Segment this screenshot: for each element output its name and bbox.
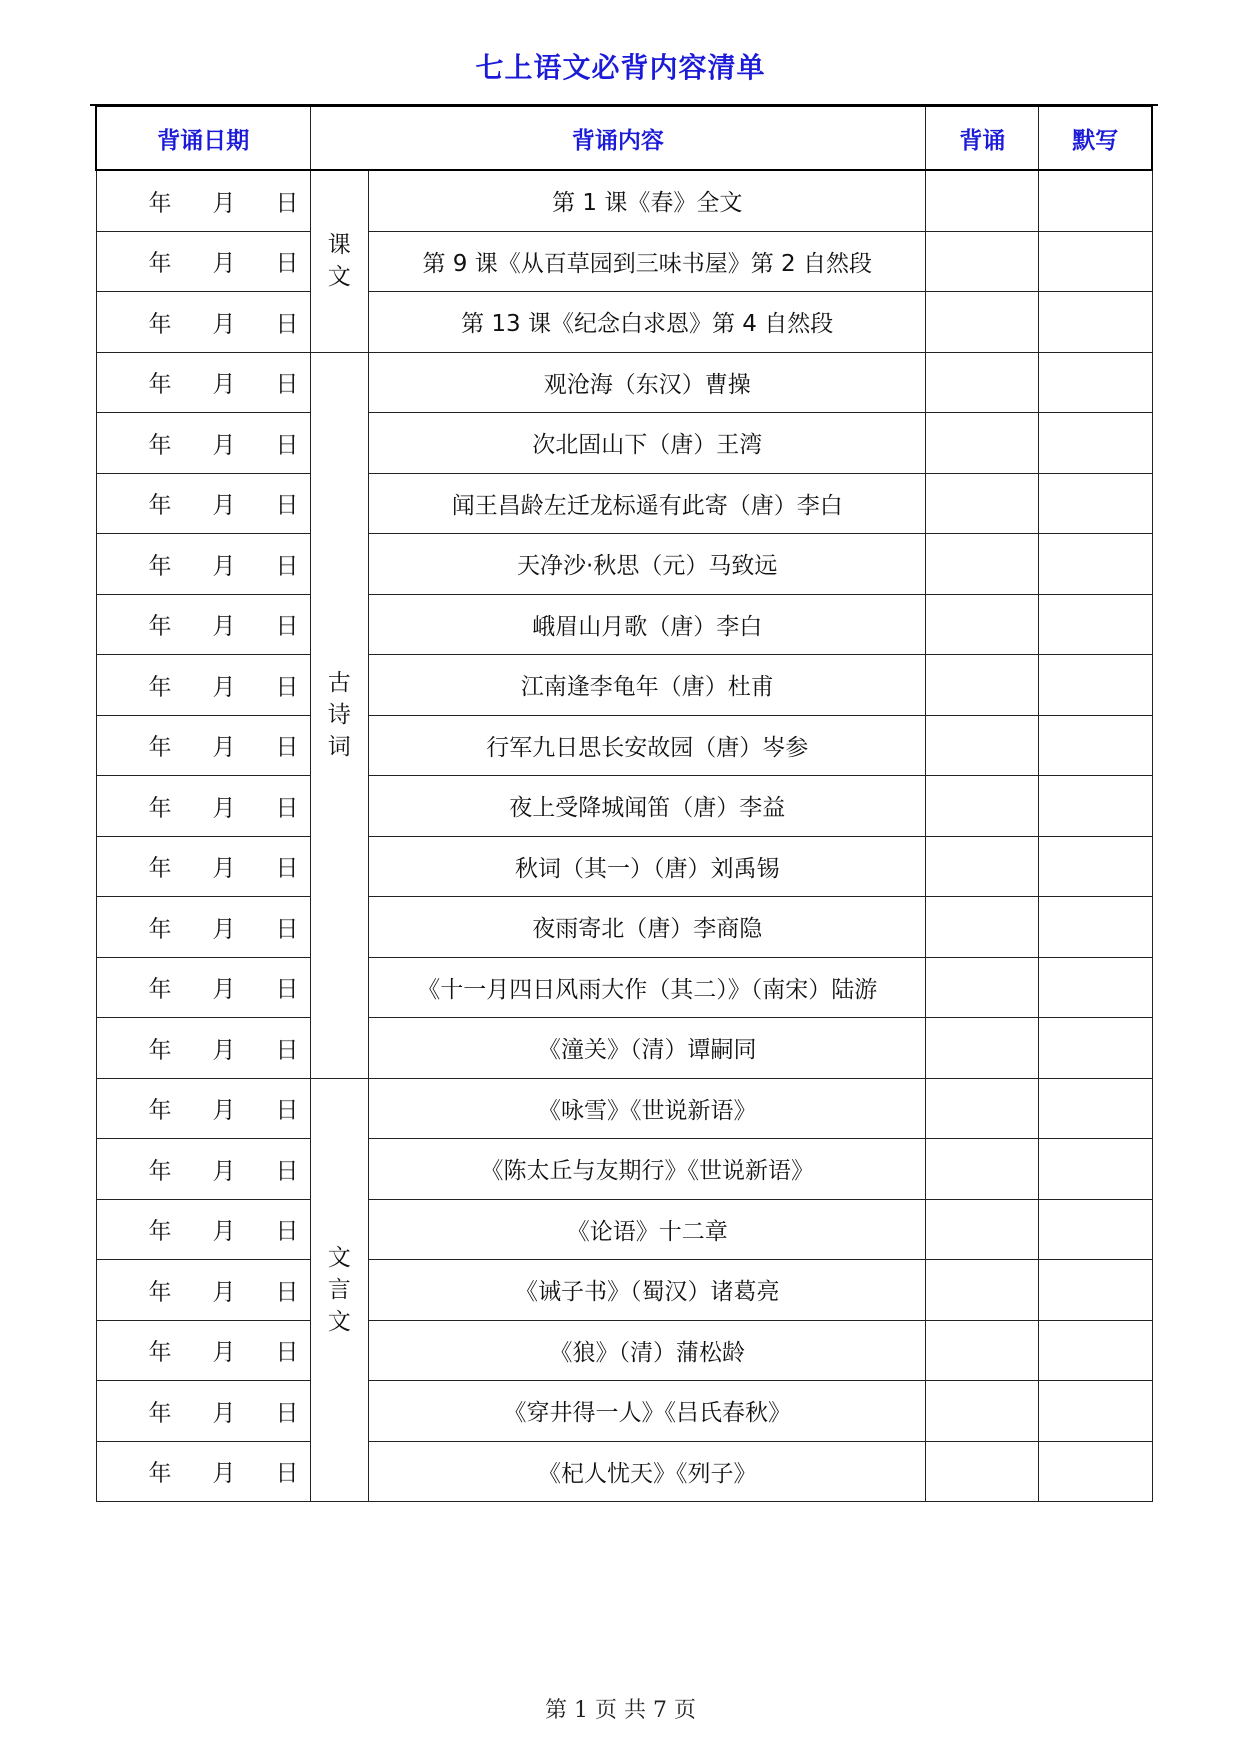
- dictation-check-cell[interactable]: [1039, 1441, 1152, 1502]
- date-cell[interactable]: [96, 655, 310, 716]
- date-day-label: 日: [275, 250, 299, 277]
- table-row: [96, 594, 1152, 655]
- table-row: [96, 1260, 1152, 1321]
- date-month-label: 月: [212, 492, 236, 519]
- content-cell: 《陈太丘与友期行》《世说新语》: [369, 1139, 926, 1200]
- category-label: 古诗词: [327, 670, 351, 760]
- page-footer: 第 1 页 共 7 页: [545, 1698, 696, 1723]
- recite-check-cell[interactable]: [926, 413, 1039, 474]
- header-row: [96, 106, 1152, 170]
- category-cell: [310, 1078, 369, 1502]
- date-year-label: 年: [148, 371, 172, 398]
- date-month-label: 月: [212, 371, 236, 398]
- date-month-label: 月: [212, 1158, 236, 1185]
- date-month-label: 月: [212, 1097, 236, 1124]
- category-label: 文言文: [327, 1244, 351, 1335]
- recite-check-cell[interactable]: [926, 1139, 1039, 1200]
- table-row: [96, 655, 1152, 716]
- date-cell[interactable]: [96, 1018, 310, 1079]
- date-cell[interactable]: [96, 836, 310, 897]
- date-cell[interactable]: [96, 170, 310, 231]
- date-day-label: 日: [275, 1400, 299, 1427]
- page-title: 七上语文必背内容清单: [475, 51, 766, 84]
- date-month-label: 月: [212, 1218, 236, 1245]
- table-row: [96, 1078, 1152, 1139]
- date-day-label: 日: [275, 1097, 299, 1124]
- recite-check-cell[interactable]: [926, 957, 1039, 1018]
- content-cell: 天净沙·秋思（元）马致远: [369, 534, 926, 595]
- dictation-check-cell[interactable]: [1039, 1320, 1152, 1381]
- date-month-label: 月: [212, 855, 236, 882]
- dictation-check-cell[interactable]: [1039, 594, 1152, 655]
- content-cell: 《穿井得一人》《吕氏春秋》: [369, 1381, 926, 1442]
- table-row: [96, 1018, 1152, 1079]
- date-day-label: 日: [275, 432, 299, 459]
- date-year-label: 年: [148, 1279, 172, 1306]
- header-dictation: 默写: [1039, 106, 1152, 170]
- table-row: [96, 231, 1152, 292]
- date-day-label: 日: [275, 1037, 299, 1064]
- date-day-label: 日: [275, 553, 299, 580]
- table-row: [96, 534, 1152, 595]
- date-cell[interactable]: [96, 1139, 310, 1200]
- table-row: [96, 473, 1152, 534]
- date-year-label: 年: [148, 1218, 172, 1245]
- date-year-label: 年: [148, 311, 172, 338]
- dictation-check-cell[interactable]: [1039, 352, 1152, 413]
- category-cell: [310, 170, 369, 352]
- date-year-label: 年: [148, 916, 172, 943]
- header-content: 背诵内容: [310, 106, 926, 170]
- content-cell: 闻王昌龄左迁龙标遥有此寄（唐）李白: [369, 473, 926, 534]
- recite-check-cell[interactable]: [926, 836, 1039, 897]
- content-cell: 夜上受降城闻笛（唐）李益: [369, 776, 926, 837]
- date-month-label: 月: [212, 553, 236, 580]
- date-cell[interactable]: [96, 292, 310, 353]
- content-cell: 《十一月四日风雨大作（其二）》（南宋）陆游: [369, 957, 926, 1018]
- recite-check-cell[interactable]: [926, 534, 1039, 595]
- date-cell[interactable]: [96, 1320, 310, 1381]
- dictation-check-cell[interactable]: [1039, 534, 1152, 595]
- date-month-label: 月: [212, 1279, 236, 1306]
- dictation-check-cell[interactable]: [1039, 473, 1152, 534]
- date-month-label: 月: [212, 795, 236, 822]
- dictation-check-cell[interactable]: [1039, 957, 1152, 1018]
- table-row: [96, 170, 1152, 231]
- date-day-label: 日: [275, 1339, 299, 1366]
- recite-check-cell[interactable]: [926, 1260, 1039, 1321]
- category-cell: [310, 352, 369, 1078]
- table-row: [96, 352, 1152, 413]
- table-row: [96, 776, 1152, 837]
- content-cell: 《杞人忧天》《列子》: [369, 1441, 926, 1502]
- date-month-label: 月: [212, 190, 236, 217]
- dictation-check-cell[interactable]: [1039, 776, 1152, 837]
- date-day-label: 日: [275, 976, 299, 1003]
- dictation-check-cell[interactable]: [1039, 231, 1152, 292]
- content-cell: 第 13 课《纪念白求恩》第 4 自然段: [369, 292, 926, 353]
- date-day-label: 日: [275, 1218, 299, 1245]
- content-cell: 行军九日思长安故园（唐）岑参: [369, 715, 926, 776]
- date-cell[interactable]: [96, 1199, 310, 1260]
- recite-check-cell[interactable]: [926, 170, 1039, 231]
- date-year-label: 年: [148, 492, 172, 519]
- header-recite: 背诵: [926, 106, 1039, 170]
- date-month-label: 月: [212, 613, 236, 640]
- content-cell: 第 9 课《从百草园到三味书屋》第 2 自然段: [369, 231, 926, 292]
- table-row: [96, 715, 1152, 776]
- dictation-check-cell[interactable]: [1039, 1260, 1152, 1321]
- date-day-label: 日: [275, 311, 299, 338]
- date-cell[interactable]: [96, 957, 310, 1018]
- dictation-check-cell[interactable]: [1039, 1199, 1152, 1260]
- table-row: [96, 1199, 1152, 1260]
- date-month-label: 月: [212, 1460, 236, 1487]
- content-cell: 观沧海（东汉）曹操: [369, 352, 926, 413]
- date-cell[interactable]: [96, 776, 310, 837]
- recite-check-cell[interactable]: [926, 776, 1039, 837]
- recite-check-cell[interactable]: [926, 231, 1039, 292]
- date-year-label: 年: [148, 190, 172, 217]
- table-row: [96, 1381, 1152, 1442]
- recite-check-cell[interactable]: [926, 1441, 1039, 1502]
- date-month-label: 月: [212, 1339, 236, 1366]
- date-day-label: 日: [275, 190, 299, 217]
- date-cell[interactable]: [96, 1078, 310, 1139]
- table-row: [96, 1320, 1152, 1381]
- date-day-label: 日: [275, 1279, 299, 1306]
- date-cell[interactable]: [96, 413, 310, 474]
- date-month-label: 月: [212, 311, 236, 338]
- dictation-check-cell[interactable]: [1039, 715, 1152, 776]
- date-month-label: 月: [212, 916, 236, 943]
- date-year-label: 年: [148, 795, 172, 822]
- recite-check-cell[interactable]: [926, 594, 1039, 655]
- date-cell[interactable]: [96, 473, 310, 534]
- content-cell: 《诫子书》（蜀汉）诸葛亮: [369, 1260, 926, 1321]
- dictation-check-cell[interactable]: [1039, 1078, 1152, 1139]
- date-day-label: 日: [275, 795, 299, 822]
- dictation-check-cell[interactable]: [1039, 413, 1152, 474]
- header-date: 背诵日期: [96, 106, 310, 170]
- table-row: [96, 957, 1152, 1018]
- date-day-label: 日: [275, 1460, 299, 1487]
- recite-check-cell[interactable]: [926, 1320, 1039, 1381]
- date-year-label: 年: [148, 553, 172, 580]
- date-month-label: 月: [212, 734, 236, 761]
- date-year-label: 年: [148, 1037, 172, 1064]
- recite-check-cell[interactable]: [926, 1018, 1039, 1079]
- date-cell[interactable]: [96, 1260, 310, 1321]
- date-day-label: 日: [275, 1158, 299, 1185]
- date-year-label: 年: [148, 855, 172, 882]
- table-row: [96, 413, 1152, 474]
- dictation-check-cell[interactable]: [1039, 292, 1152, 353]
- content-cell: 《潼关》（清）谭嗣同: [369, 1018, 926, 1079]
- date-year-label: 年: [148, 613, 172, 640]
- date-year-label: 年: [148, 674, 172, 701]
- recitation-table: [95, 105, 1153, 1502]
- date-year-label: 年: [148, 1400, 172, 1427]
- date-month-label: 月: [212, 1400, 236, 1427]
- date-year-label: 年: [148, 976, 172, 1003]
- date-cell[interactable]: [96, 231, 310, 292]
- content-cell: 峨眉山月歌（唐）李白: [369, 594, 926, 655]
- date-year-label: 年: [148, 250, 172, 277]
- dictation-check-cell[interactable]: [1039, 170, 1152, 231]
- date-cell[interactable]: [96, 1381, 310, 1442]
- content-cell: 《狼》（清）蒲松龄: [369, 1320, 926, 1381]
- date-month-label: 月: [212, 976, 236, 1003]
- recite-check-cell[interactable]: [926, 715, 1039, 776]
- date-day-label: 日: [275, 674, 299, 701]
- date-year-label: 年: [148, 1097, 172, 1124]
- recite-check-cell[interactable]: [926, 473, 1039, 534]
- content-cell: 江南逢李龟年（唐）杜甫: [369, 655, 926, 716]
- recite-check-cell[interactable]: [926, 292, 1039, 353]
- content-cell: 《咏雪》《世说新语》: [369, 1078, 926, 1139]
- recite-check-cell[interactable]: [926, 352, 1039, 413]
- recite-check-cell[interactable]: [926, 1381, 1039, 1442]
- date-year-label: 年: [148, 734, 172, 761]
- dictation-check-cell[interactable]: [1039, 1018, 1152, 1079]
- date-cell[interactable]: [96, 352, 310, 413]
- recite-check-cell[interactable]: [926, 1199, 1039, 1260]
- content-cell: 秋词（其一）（唐）刘禹锡: [369, 836, 926, 897]
- date-cell[interactable]: [96, 897, 310, 958]
- table-row: [96, 292, 1152, 353]
- date-year-label: 年: [148, 1158, 172, 1185]
- date-cell[interactable]: [96, 534, 310, 595]
- date-day-label: 日: [275, 855, 299, 882]
- date-month-label: 月: [212, 674, 236, 701]
- date-year-label: 年: [148, 432, 172, 459]
- table-row: [96, 1139, 1152, 1200]
- date-month-label: 月: [212, 432, 236, 459]
- table-row: [96, 897, 1152, 958]
- category-label: 课文: [327, 232, 351, 291]
- date-cell[interactable]: [96, 594, 310, 655]
- date-day-label: 日: [275, 916, 299, 943]
- content-cell: 夜雨寄北（唐）李商隐: [369, 897, 926, 958]
- date-cell[interactable]: [96, 1441, 310, 1502]
- date-year-label: 年: [148, 1339, 172, 1366]
- date-day-label: 日: [275, 492, 299, 519]
- table-row: [96, 836, 1152, 897]
- date-day-label: 日: [275, 734, 299, 761]
- content-cell: 《论语》十二章: [369, 1199, 926, 1260]
- recite-check-cell[interactable]: [926, 897, 1039, 958]
- dictation-check-cell[interactable]: [1039, 897, 1152, 958]
- content-cell: 第 1 课《春》全文: [369, 170, 926, 231]
- table-row: [96, 1441, 1152, 1502]
- date-day-label: 日: [275, 371, 299, 398]
- dictation-check-cell[interactable]: [1039, 836, 1152, 897]
- recite-check-cell[interactable]: [926, 1078, 1039, 1139]
- date-day-label: 日: [275, 613, 299, 640]
- date-month-label: 月: [212, 1037, 236, 1064]
- table-body: [96, 170, 1152, 1502]
- date-cell[interactable]: [96, 715, 310, 776]
- dictation-check-cell[interactable]: [1039, 1381, 1152, 1442]
- dictation-check-cell[interactable]: [1039, 1139, 1152, 1200]
- date-year-label: 年: [148, 1460, 172, 1487]
- dictation-check-cell[interactable]: [1039, 655, 1152, 716]
- date-month-label: 月: [212, 250, 236, 277]
- content-cell: 次北固山下（唐）王湾: [369, 413, 926, 474]
- recite-check-cell[interactable]: [926, 655, 1039, 716]
